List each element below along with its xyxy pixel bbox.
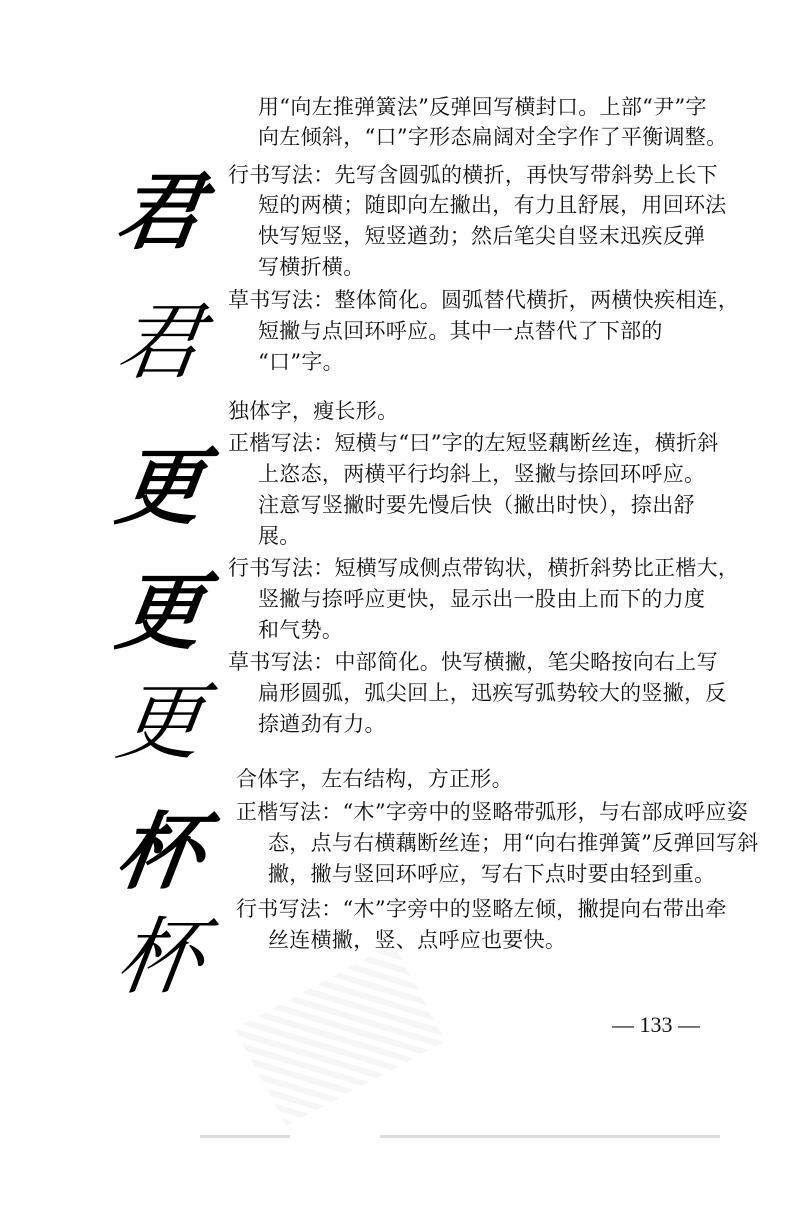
- geng-running-line: 竖撇与捺呼应更快，显示出一股由上而下的力度: [258, 587, 706, 611]
- jun-running-line: 写横折横。: [258, 255, 365, 279]
- geng-running-line: 和气势。: [258, 618, 344, 642]
- geng-regular-line: 展。: [258, 524, 301, 548]
- calligraphy-jun-regular: 君: [111, 162, 210, 261]
- jun-intro-line: 向左倾斜，“口”字形态扁阔对全字作了平衡调整。: [258, 125, 728, 149]
- bei-running-line: 行书写法：“木”字旁中的竖略左倾，撇提向右带出牵: [236, 897, 727, 921]
- calligraphy-bei-regular: 杯: [111, 802, 210, 901]
- jun-running-line: 快写短竖，短竖遒劲；然后笔尖自竖末迅疾反弹: [258, 224, 706, 248]
- calligraphy-geng-regular: 更: [111, 437, 210, 536]
- calligraphy-jun-cursive: 君: [111, 293, 209, 391]
- jun-intro-line: 用“向左推弹簧法”反弹回写横封口。上部“尹”字: [258, 95, 707, 119]
- calligraphy-geng-cursive: 更: [111, 673, 209, 771]
- bei-regular-line: 正楷写法：“木”字旁中的竖略带弧形，与右部成呼应姿: [236, 800, 748, 824]
- geng-regular-line: 上恣态，两横平行均斜上，竖撇与捺回环呼应。: [258, 462, 706, 486]
- geng-cursive-line: 捺遒劲有力。: [258, 712, 386, 736]
- jun-cursive-line: 草书写法：整体简化。圆弧替代横折，两横快疾相连，: [228, 288, 740, 312]
- scan-artifact: [380, 1135, 720, 1138]
- calligraphy-geng-running: 更: [111, 562, 210, 661]
- geng-cursive-line: 扁形圆弧，弧尖回上，迅疾写弧势较大的竖撇，反: [258, 681, 727, 705]
- watermark-stamp: [235, 944, 446, 1126]
- scan-artifact: [200, 1135, 290, 1138]
- calligraphy-bei-running: 杯: [111, 908, 209, 1006]
- bei-regular-line: 态，点与右横藕断丝连；用“向右推弹簧”反弹回写斜: [268, 831, 759, 855]
- bei-regular-line: 撇，撇与竖回环呼应，写右下点时要由轻到重。: [268, 862, 716, 886]
- geng-cursive-line: 草书写法：中部简化。快写横撇，笔尖略按向右上写: [228, 650, 718, 674]
- geng-regular-line: 正楷写法：短横与“曰”字的左短竖藕断丝连，横折斜: [228, 431, 719, 455]
- bei-running-line: 丝连横撇，竖、点呼应也要快。: [268, 928, 567, 952]
- jun-cursive-line: 短撇与点回环呼应。其中一点替代了下部的: [258, 319, 663, 343]
- geng-type-line: 独体字，瘦长形。: [228, 399, 399, 423]
- geng-running-line: 行书写法：短横写成侧点带钩状，横折斜势比正楷大，: [228, 556, 740, 580]
- jun-cursive-line: “口”字。: [258, 350, 344, 374]
- bei-type-line: 合体字，左右结构，方正形。: [236, 767, 513, 791]
- jun-running-line: 短的两横；随即向左撇出，有力且舒展，用回环法: [258, 193, 727, 217]
- jun-running-line: 行书写法：先写含圆弧的横折，再快写带斜势上长下: [228, 163, 718, 187]
- geng-regular-line: 注意写竖撇时要先慢后快（撇出时快），捺出舒: [258, 493, 695, 517]
- page-number: — 133 —: [612, 1012, 700, 1037]
